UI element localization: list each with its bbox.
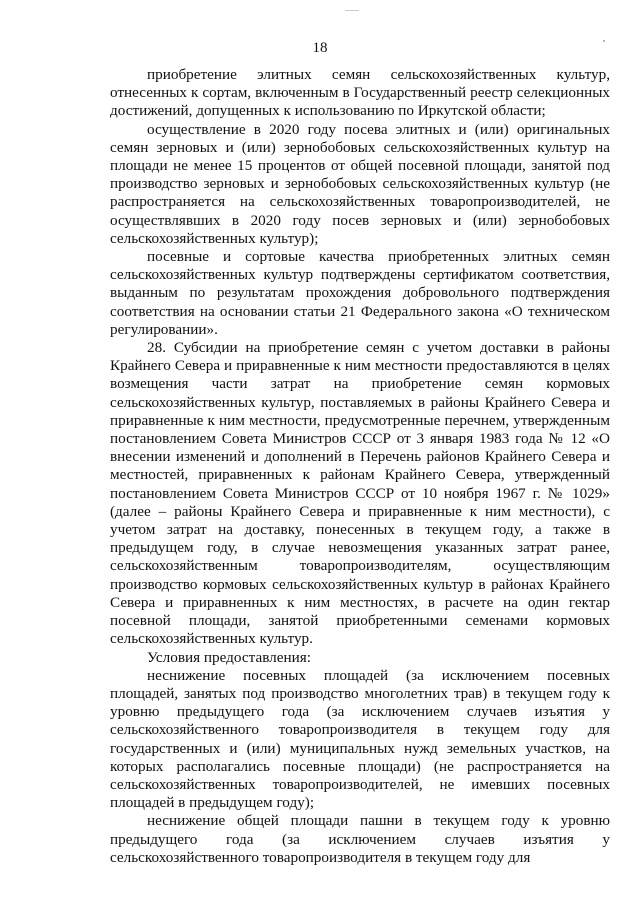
paragraph-sowing-2020: осуществление в 2020 году посева элитных и (или) оригинальных семян зерновых и (или) зернобобовых сельскохозяйственных культур на площади не менее 15 процентов от общей посевной площади, занятой под производство зерновых и зернобобовых сельскохозяйственных культур (не распространяется на сельскохозяйственных товаропроизводителей, не осуществлявших в 2020 году посев зерновых и (или) зернобобовых сельскохозяйственных культур); <box>110 120 610 247</box>
paragraph-conditions-heading: Условия предоставления: <box>147 648 311 666</box>
paragraph-sown-area-condition: неснижение посевных площадей (за исключением посевных площадей, занятых под производство многолетних трав) в текущем году к уровню предыдущего года (за исключением случаев изъятия у сельскохозяйственного товаропроизводителя в текущем году для государственных и (или) муниципальных нужд земельных участков, на которых располагались посевные площади) (не распространяется на сельскохозяйственных товаропроизводителей, не имевших посевных площадей в предыдущем году); <box>110 666 610 812</box>
paragraph-elite-seeds-purchase: приобретение элитных семян сельскохозяйственных культур, отнесенных к сортам, включенным в Государственный реестр селекционных достижений, допущенных к использованию по Иркутской области; <box>110 66 610 120</box>
paragraph-clause-28: 28. Субсидии на приобретение семян с учетом доставки в районы Крайнего Севера и приравненные к ним местности предоставляются в целях возмещения части затрат на приобретение семян кормовых сельскохозяйственных культур, поставляемых в районы Крайнего Севера и приравненные к ним местности, предусмотренные перечнем, утвержденным постановлением Совета Министров СССР от 3 января 1983 года № 12 «О внесении изменений и дополнений в Перечень районов Крайнего Севера и местностей, приравненных к районам Крайнего Севера, утвержденный постановлением Совета Министров СССР от 10 ноября 1967 г. № 1029» (далее – районы Крайнего Севера и приравненные к ним местности), с учетом затрат на доставку, понесенных в текущем году, а также в предыдущем году, в случае невозмещения указанных затрат ранее, сельскохозяйственным товаропроизводителям, осуществляющим производство кормовых сельскохозяйственных культур в районах Крайнего Севера и приравненных к ним местностях, в расчете на один гектар посевной площади, занятой приобретенными семенами кормовых сельскохозяйственных культур. <box>110 339 610 648</box>
scan-speck <box>345 10 359 11</box>
paragraph-arable-land-condition: неснижение общей площади пашни в текущем году к уровню предыдущего года (за исключением случаев изъятия у сельскохозяйственного товаропроизводителя в текущем году для <box>110 812 610 866</box>
paragraph-seed-quality: посевные и сортовые качества приобретенных элитных семян сельскохозяйственных культур подтверждены сертификатом соответствия, выданным по результатам прохождения добровольного подтверждения соответствия на основании статьи 21 Федерального закона «О техническом регулировании». <box>110 248 610 338</box>
page-number: 18 <box>312 40 328 56</box>
document-body <box>110 66 610 867</box>
scan-speck <box>603 40 605 42</box>
